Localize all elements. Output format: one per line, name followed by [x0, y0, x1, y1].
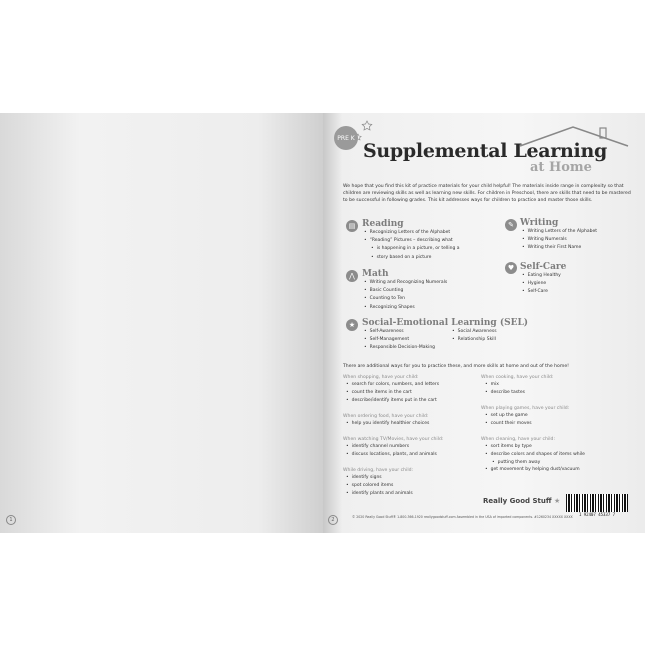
list-item: • putting them away — [492, 459, 585, 467]
list-item: • Recognizing Shapes — [364, 304, 447, 312]
writing-title: Writing — [520, 218, 559, 228]
driving-list — [346, 474, 413, 497]
reading-list — [364, 229, 460, 262]
cooking-list — [485, 381, 525, 397]
list-item: • identify plants and animals — [346, 490, 413, 498]
tv-heading: When watching TV/Movies, have your child: — [343, 437, 444, 442]
math-list — [364, 279, 447, 312]
list-item: • Self-Care — [522, 288, 561, 296]
list-item: • identify signs — [346, 474, 413, 482]
list-item: • Writing Letters of the Alphabet — [522, 228, 597, 236]
barcode-number: 1 92407 45337 7 — [578, 512, 616, 517]
list-item: • Self-Awareness — [364, 328, 435, 336]
intro-paragraph: We hope that you find this kit of practice materials for your child helpful! The materials inside range in complexity so that children are reviewing skills as well as learning new skills. For children in Preschool, there are skills that need to be mastered to be successful in following grades. This kit addresses ways for children to practice and master those skills. — [343, 184, 631, 204]
shopping-list — [346, 381, 439, 404]
list-item: • Writing and Recognizing Numerals — [364, 279, 447, 287]
list-item: • Writing their First Name — [522, 244, 597, 252]
list-item: • describe/identify items put in the cart — [346, 397, 439, 405]
sel-list-col1 — [364, 328, 435, 353]
list-item: • count their moves — [485, 420, 532, 428]
ordering-list — [346, 420, 429, 428]
list-item: • Counting to Ten — [364, 295, 447, 303]
page-subtitle: at Home — [530, 160, 592, 175]
heart-icon: ♥ — [505, 262, 517, 274]
games-heading: When playing games, have your child: — [481, 406, 570, 411]
cooking-heading: When cooking, have your child: — [481, 375, 554, 380]
list-item: • Writing Numerals — [522, 236, 597, 244]
driving-heading: While driving, have your child: — [343, 468, 414, 473]
page-title: Supplemental Learning — [363, 140, 607, 162]
left-page-number: 1 — [6, 515, 16, 525]
writing-list — [522, 228, 597, 253]
math-title: Math — [362, 269, 389, 279]
list-item: • Social Awareness — [452, 328, 497, 336]
barcode — [566, 494, 628, 512]
sel-title: Social-Emotional Learning (SEL) — [362, 318, 529, 328]
tv-list — [346, 443, 437, 459]
list-item: • Hygiene — [522, 280, 561, 288]
list-item: • is happening in a picture, or telling a — [371, 245, 460, 253]
list-item: • set up the game — [485, 412, 532, 420]
star-icon: ★ — [346, 319, 358, 331]
ordering-heading: When ordering food, have your child: — [343, 414, 429, 419]
more-ways-text: There are additional ways for you to practice these, and more skills at home and out of the home! — [343, 364, 569, 369]
list-item: • discuss locations, plants, and animals — [346, 451, 437, 459]
list-item: • identify channel numbers — [346, 443, 437, 451]
list-item: • sort items by type — [485, 443, 585, 451]
list-item: • Relationship Skill — [452, 336, 497, 344]
list-item: • search for colors, numbers, and letters — [346, 381, 439, 389]
list-item: • describe tastes — [485, 389, 525, 397]
games-list — [485, 412, 532, 428]
list-item: • count the items in the cart — [346, 389, 439, 397]
grade-badge — [334, 126, 358, 150]
list-item: • Responsible Decision-Making — [364, 344, 435, 352]
footer-text: © 2020 Really Good Stuff® 1-800-366-1920 reallygoodstuff.com Assembled in the USA of imported components. #1260234 XXXXX XXXX — [352, 515, 573, 519]
grade-badge-label: PRE K — [337, 134, 355, 142]
list-item: • story based on a picture — [371, 254, 460, 262]
list-item: • Self-Management — [364, 336, 435, 344]
selfcare-list — [522, 272, 561, 297]
list-item: • Basic Counting — [364, 287, 447, 295]
list-item: • Recognizing Letters of the Alphabet — [364, 229, 460, 237]
list-item: • spot colored items — [346, 482, 413, 490]
pencil-icon: ✎ — [505, 219, 517, 231]
reading-title: Reading — [362, 219, 404, 229]
selfcare-title: Self-Care — [520, 262, 567, 272]
left-page — [0, 113, 323, 533]
list-item: • get movement by helping dust/vacuum — [485, 466, 585, 474]
brand-logo — [483, 497, 560, 505]
book-icon: ▤ — [346, 220, 358, 232]
cleaning-heading: When cleaning, have your child: — [481, 437, 556, 442]
list-item: • Eating Healthy — [522, 272, 561, 280]
logo-star-icon: ★ — [553, 497, 561, 505]
list-item: • describe colors and shapes of items while — [485, 451, 585, 459]
sel-list-col2 — [452, 328, 497, 344]
compass-icon: ⋀ — [346, 270, 358, 282]
shopping-heading: When shopping, have your child: — [343, 375, 419, 380]
list-item: • help you identify healthier choices — [346, 420, 429, 428]
brand-logo-text: Really Good Stuff — [483, 497, 552, 505]
right-page-number: 2 — [328, 515, 338, 525]
list-item: • “Reading” Pictures – describing what — [364, 237, 460, 245]
list-item: • mix — [485, 381, 525, 389]
cleaning-list — [485, 443, 585, 474]
